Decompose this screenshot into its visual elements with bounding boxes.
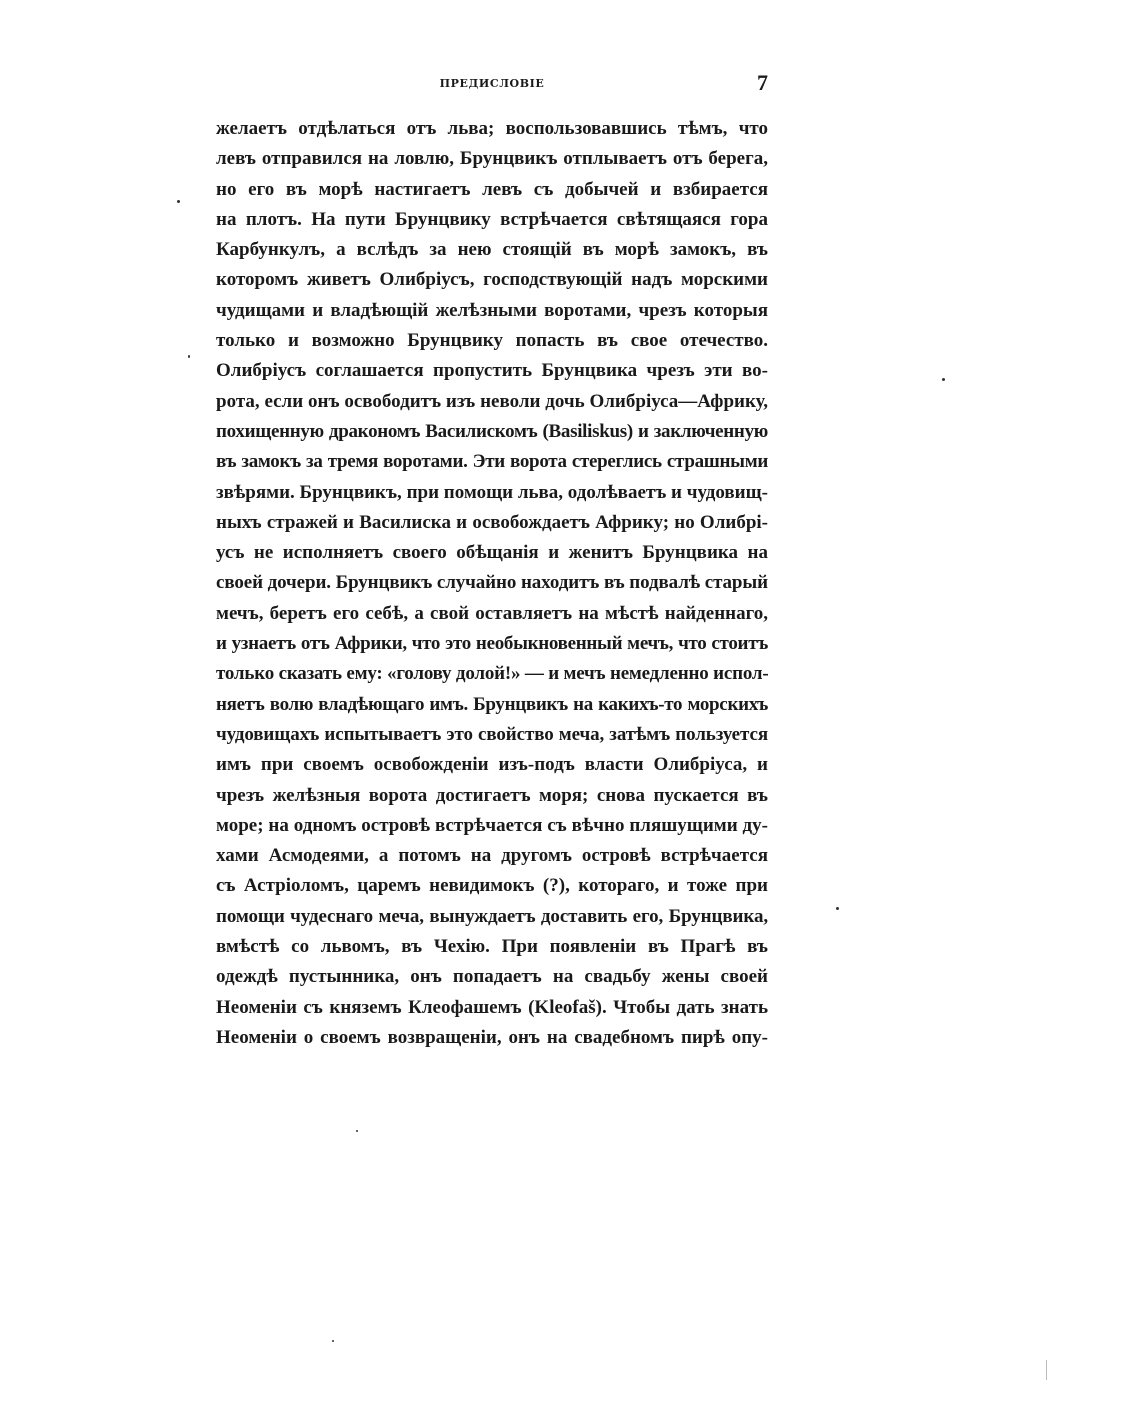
text-line: Неоменіи о своемъ возвращеніи, онъ на свадебномъ пирѣ опу- — [216, 1026, 768, 1048]
text-line: море; на одномъ островѣ встрѣчается съ вѣчно пляшущими ду- — [216, 814, 768, 836]
text-line: которомъ живетъ Олибріусъ, господствующій надъ морскими — [216, 269, 768, 291]
scan-edge-mark — [1046, 1360, 1047, 1380]
text-line: Олибріусъ соглашается пропустить Брунцвика чрезъ эти во- — [216, 360, 768, 382]
scan-speck — [942, 378, 945, 381]
text-line: одеждѣ пустынника, онъ попадаетъ на свадьбу жены своей — [216, 966, 768, 988]
text-line: и узнаетъ отъ Африки, что это необыкновенный мечъ, что стоитъ — [216, 633, 768, 655]
page-number: 7 — [757, 70, 768, 95]
scan-speck — [356, 1130, 358, 1132]
text-line: мечъ, беретъ его себѣ, а свой оставляетъ на мѣстѣ найденнаго, — [216, 602, 768, 624]
scan-speck — [177, 200, 180, 203]
scan-speck — [332, 1340, 334, 1342]
text-line: имъ при своемъ освобожденіи изъ-подъ власти Олибріуса, и — [216, 754, 768, 776]
text-line: рота, если онъ освободитъ изъ неволи дочь Олибріуса—Африку, — [216, 390, 768, 412]
body-text — [216, 114, 768, 1053]
text-line: звѣрями. Брунцвикъ, при помощи льва, одолѣваетъ и чудовищ- — [216, 481, 768, 503]
running-head — [216, 70, 768, 98]
text-line: няетъ волю владѣющаго имъ. Брунцвикъ на какихъ-то морскихъ — [216, 693, 768, 715]
text-line: ныхъ стражей и Василиска и освобождаетъ Африку; но Олибрі- — [216, 511, 768, 533]
text-line: на плотъ. На пути Брунцвику встрѣчается свѣтящаяся гора — [216, 208, 768, 230]
text-line: желаетъ отдѣлаться отъ льва; воспользовавшись тѣмъ, что — [216, 118, 768, 139]
text-line: чудищами и владѣющій желѣзными воротами, чрезъ которыя — [216, 299, 768, 321]
text-line: только сказать ему: «голову долой!» — и мечъ немедленно испол- — [216, 663, 768, 685]
text-line: левъ отправился на ловлю, Брунцвикъ отплываетъ отъ берега, — [216, 148, 768, 170]
text-line: своей дочери. Брунцвикъ случайно находитъ въ подвалѣ старый — [216, 572, 768, 594]
text-line: въ замокъ за тремя воротами. Эти ворота стереглись страшными — [216, 451, 768, 473]
text-line: помощи чудеснаго меча, вынуждаетъ доставить его, Брунцвика, — [216, 905, 768, 927]
text-line: хами Асмодеями, а потомъ на другомъ островѣ встрѣчается — [216, 845, 768, 867]
running-head-title: ПРЕДИСЛОВІЕ — [439, 77, 545, 90]
scan-speck — [836, 907, 839, 910]
text-line: похищенную дракономъ Василискомъ (Basiliskus) и заключенную — [216, 420, 768, 442]
text-line: но его въ морѣ настигаетъ левъ съ добычей и взбирается — [216, 178, 768, 200]
text-line: только и возможно Брунцвику попасть въ свое отечество. — [216, 330, 768, 352]
text-line: Карбункулъ, а вслѣдъ за нею стоящій въ морѣ замокъ, въ — [216, 239, 768, 261]
text-line: съ Астріоломъ, царемъ невидимокъ (?), котораго, и тоже при — [216, 875, 768, 897]
text-line: вмѣстѣ со львомъ, въ Чехію. При появленіи въ Прагѣ въ — [216, 936, 768, 958]
text-line: усъ не исполняетъ своего обѣщанія и женитъ Брунцвика на — [216, 542, 768, 564]
text-line: Неоменіи съ княземъ Клеофашемъ (Kleofaš). Чтобы дать знать — [216, 996, 768, 1018]
scan-speck — [188, 355, 190, 358]
text-line: чрезъ желѣзныя ворота достигаетъ моря; снова пускается въ — [216, 784, 768, 806]
text-line: чудовищахъ испытываетъ это свойство меча, затѣмъ пользуется — [216, 723, 768, 745]
